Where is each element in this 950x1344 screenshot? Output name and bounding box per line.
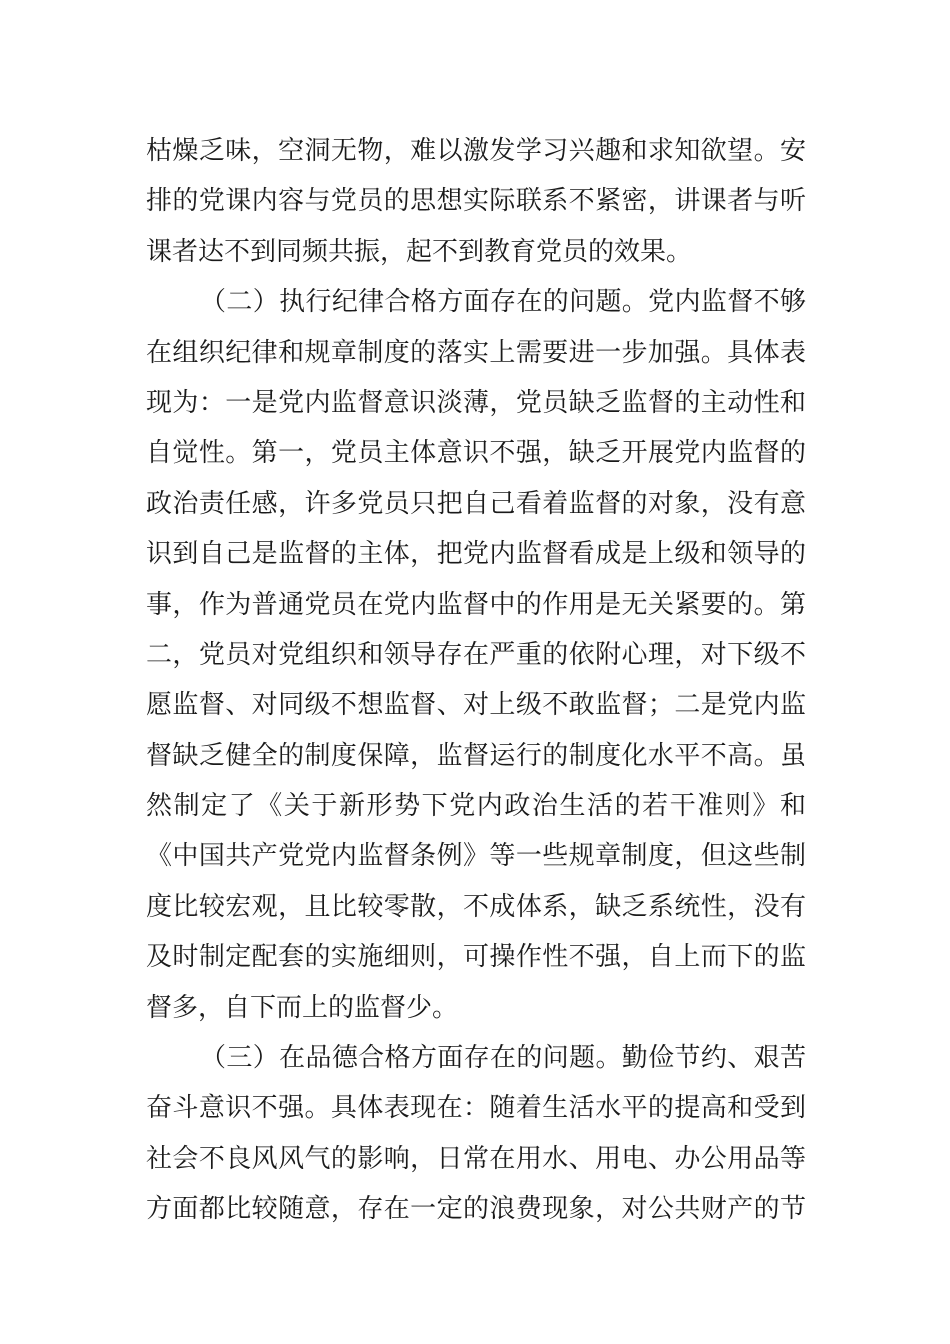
- text-line: 然制定了《关于新形势下党内政治生活的若干准则》和: [146, 791, 806, 822]
- text-line: 枯燥乏味，空洞无物，难以激发学习兴趣和求知欲望。安: [146, 136, 806, 166]
- text-line: 政治责任感，许多党员只把自己看着监督的对象，没有意: [146, 488, 806, 519]
- text-line: 课者达不到同频共振，起不到教育党员的效果。: [146, 236, 693, 267]
- text-line: 督缺乏健全的制度保障，监督运行的制度化水平不高。虽: [146, 740, 806, 771]
- paragraph-first-line: （二）执行纪律合格方面存在的问题。党内监督不够: [200, 287, 806, 318]
- text-line: 社会不良风风气的影响，日常在用水、用电、办公用品等: [146, 1143, 806, 1174]
- text-line: 度比较宏观，且比较零散，不成体系，缺乏系统性，没有: [146, 891, 806, 922]
- text-line: 现为：一是党内监督意识淡薄，党员缺乏监督的主动性和: [146, 387, 806, 418]
- text-line: 《中国共产党党内监督条例》等一些规章制度，但这些制: [146, 841, 806, 872]
- text-line: 事，作为普通党员在党内监督中的作用是无关紧要的。第: [146, 589, 806, 620]
- text-line: 二，党员对党组织和领导存在严重的依附心理，对下级不: [146, 639, 806, 670]
- text-line: 方面都比较随意，存在一定的浪费现象，对公共财产的节: [146, 1194, 806, 1225]
- text-line: 在组织纪律和规章制度的落实上需要进一步加强。具体表: [146, 337, 806, 368]
- text-line: 识到自己是监督的主体，把党内监督看成是上级和领导的: [146, 539, 806, 570]
- text-line: 愿监督、对同级不想监督、对上级不敢监督；二是党内监: [146, 690, 806, 721]
- text-line: 排的党课内容与党员的思想实际联系不紧密，讲课者与听: [146, 186, 806, 217]
- text-line: 督多，自下而上的监督少。: [146, 992, 459, 1023]
- text-line: 奋斗意识不强。具体表现在：随着生活水平的提高和受到: [146, 1093, 806, 1124]
- body-text: [146, 126, 806, 1235]
- text-line: 自觉性。第一，党员主体意识不强，缺乏开展党内监督的: [146, 438, 806, 469]
- paragraph-first-line: （三）在品德合格方面存在的问题。勤俭节约、艰苦: [200, 1043, 806, 1074]
- text-line: 及时制定配套的实施细则，可操作性不强，自上而下的监: [146, 942, 806, 973]
